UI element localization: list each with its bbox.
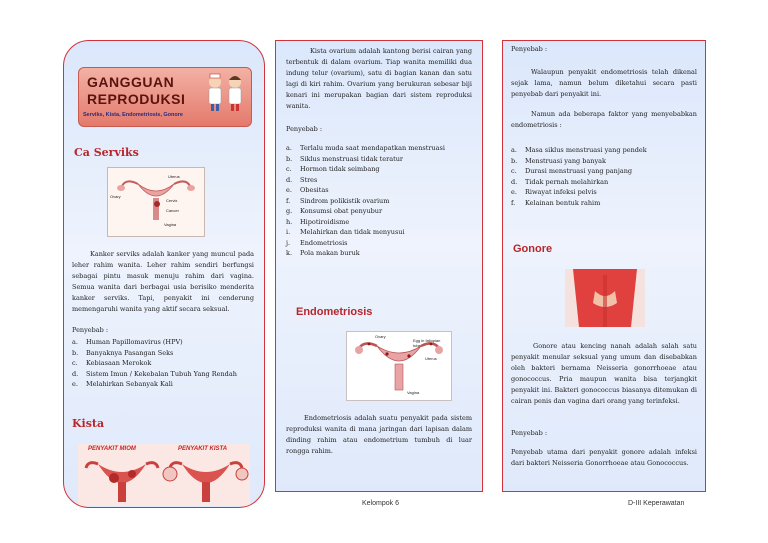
list-item: j. Endometriosis bbox=[286, 238, 348, 247]
gonore-cause-text: Penyebab utama dari penyakit gonore adalah infeksi dari bakteri Neisseria Gonorrhoeae atau Gonococcus. bbox=[511, 448, 697, 467]
ca-serviks-cause-label: Penyebab : bbox=[72, 326, 109, 334]
kista-cause-label: Penyebab : bbox=[286, 125, 323, 133]
endo-label-egg: Egg in fallopian tube bbox=[413, 338, 441, 348]
ca-serviks-paragraph: Kanker serviks adalah kanker yang muncul pada leher rahim wanita. Leher rahim sendiri berfungsi sebagai pintu masuk menuju rahim dari vagina. Semua wanita dari berbagai usia berisiko menderita kanker serviks. Tapi, penyakit ini cenderung memengaruhi wanita yang aktif secara seksual. bbox=[72, 250, 254, 313]
list-item: c. Durasi menstruasi yang panjang bbox=[511, 167, 633, 175]
list-item: c. Hormon tidak seimbang bbox=[286, 165, 380, 173]
endometriosis-paragraph: Endometriosis adalah suatu penyakit pada sistem reproduksi wanita di mana jaringan dari lapisan dalam dinding rahim atau endometrium tumbuh di luar rongga rahim. bbox=[286, 414, 472, 455]
list-item: a. Terlalu muda saat mendapatkan menstruasi bbox=[286, 144, 445, 152]
kista-heading: Kista bbox=[72, 417, 105, 430]
endo-label-uterus: Uterus bbox=[425, 356, 437, 361]
kista-image bbox=[78, 444, 250, 506]
list-item: e. Riwayat infeksi pelvis bbox=[511, 188, 597, 196]
ca-serviks-heading: Ca Serviks bbox=[74, 146, 139, 159]
list-item: f. Kelainan bentuk rahim bbox=[511, 198, 601, 207]
cervix-label-cervix: Cervix bbox=[166, 198, 178, 203]
list-item: b. Menstruasi yang banyak bbox=[511, 156, 606, 165]
doctors-illustration bbox=[203, 72, 249, 112]
kista-intro-paragraph: Kista ovarium adalah kantong berisi cairan yang terbentuk di dalam ovarium. Tiap wanita memiliki dua indung telur (ovarium), satu di bagian kanan dan satu lagi di kiri rahim. Ovarium yang berukuran sebesar biji kenari ini merupakan bagian dari sistem reproduksi wanita. bbox=[286, 47, 472, 110]
panel-ca-serviks bbox=[63, 40, 265, 508]
list-item: h. Hipotiroidisme bbox=[286, 217, 350, 226]
list-item: f. Sindrom polikistik ovarium bbox=[286, 196, 390, 205]
list-item: a. Masa siklus menstruasi yang pendek bbox=[511, 146, 647, 154]
list-item: e. Obesitas bbox=[286, 186, 329, 194]
list-item: e. Melahirkan Sebanyak Kali bbox=[72, 380, 173, 388]
list-item: c. Kebiasaan Merokok bbox=[72, 359, 152, 367]
endometriosis-image bbox=[346, 331, 452, 401]
panel-endometriosis-gonore bbox=[502, 40, 706, 492]
gonore-paragraph: Gonore atau kencing nanah adalah salah satu penyakit menular seksual yang umum dan disebabkan oleh bakteri bernama Neisseria gonorrhoeae atau gonococcus. Pria maupun wanita bisa terjangkit penyakit ini. Bakteri gonococcus biasanya ditemukan di cairan penis dan vagina dari orang yang terinfeksi. bbox=[511, 342, 697, 405]
list-item: b. Banyaknya Pasangan Seks bbox=[72, 348, 174, 357]
list-item: d. Sistem Imun / Kekebalan Tubuh Yang Rendah bbox=[72, 369, 237, 378]
gonore-image bbox=[565, 269, 645, 327]
endo-cause-label: Penyebab : bbox=[511, 45, 548, 53]
kista-label-miom: PENYAKIT MIOM bbox=[88, 446, 136, 452]
banner-title-line1: GANGGUAN bbox=[87, 74, 175, 90]
panel-kista-endometriosis bbox=[275, 40, 483, 492]
endo-cause-paragraph-2: Namun ada beberapa faktor yang menyebabkan endometriosis : bbox=[511, 110, 697, 129]
endo-factors-list bbox=[511, 145, 697, 208]
list-item: a. Human Papillomavirus (HPV) bbox=[72, 338, 183, 346]
list-item: d. Tidak pernah melahirkan bbox=[511, 177, 609, 186]
endo-label-ovary: Ovary bbox=[375, 334, 386, 339]
list-item: i. Melahirkan dan tidak menyusui bbox=[286, 228, 405, 236]
cervix-image bbox=[107, 167, 205, 237]
cervix-label-ovary: Ovary bbox=[110, 194, 121, 199]
cervix-label-uterus: Uterus bbox=[168, 174, 180, 179]
endo-label-vagina: Vagina bbox=[407, 390, 420, 395]
banner-title-line2: REPRODUKSI bbox=[87, 91, 186, 107]
cervix-label-vagina: Vagina bbox=[164, 222, 177, 227]
title-banner bbox=[78, 67, 252, 127]
kista-label-kista: PENYAKIT KISTA bbox=[178, 446, 228, 452]
ca-serviks-causes-list bbox=[72, 337, 252, 390]
footer-group: Kelompok 6 bbox=[362, 500, 399, 507]
list-item: b. Siklus menstruasi tidak teratur bbox=[286, 154, 404, 163]
list-item: g. Konsumsi obat penyubur bbox=[286, 207, 383, 215]
endo-cause-paragraph-1: Walaupun penyakit endometriosis telah dikenal sejak lama, namun belum diketahui secara pasti penyebab dari penyakit ini. bbox=[511, 68, 697, 98]
banner-subtitle: Serviks, Kista, Endometriosis, Gonore bbox=[83, 112, 183, 118]
kista-causes-list bbox=[286, 143, 472, 259]
gonore-cause-label: Penyebab : bbox=[511, 429, 548, 437]
gonore-heading: Gonore bbox=[513, 243, 553, 255]
footer-program: D-III Keperawatan bbox=[628, 500, 685, 507]
endometriosis-heading: Endometriosis bbox=[296, 306, 373, 318]
cervix-label-cancer: Cancer bbox=[166, 208, 179, 213]
list-item: k. Pola makan buruk bbox=[286, 249, 360, 257]
list-item: d. Stres bbox=[286, 175, 318, 184]
